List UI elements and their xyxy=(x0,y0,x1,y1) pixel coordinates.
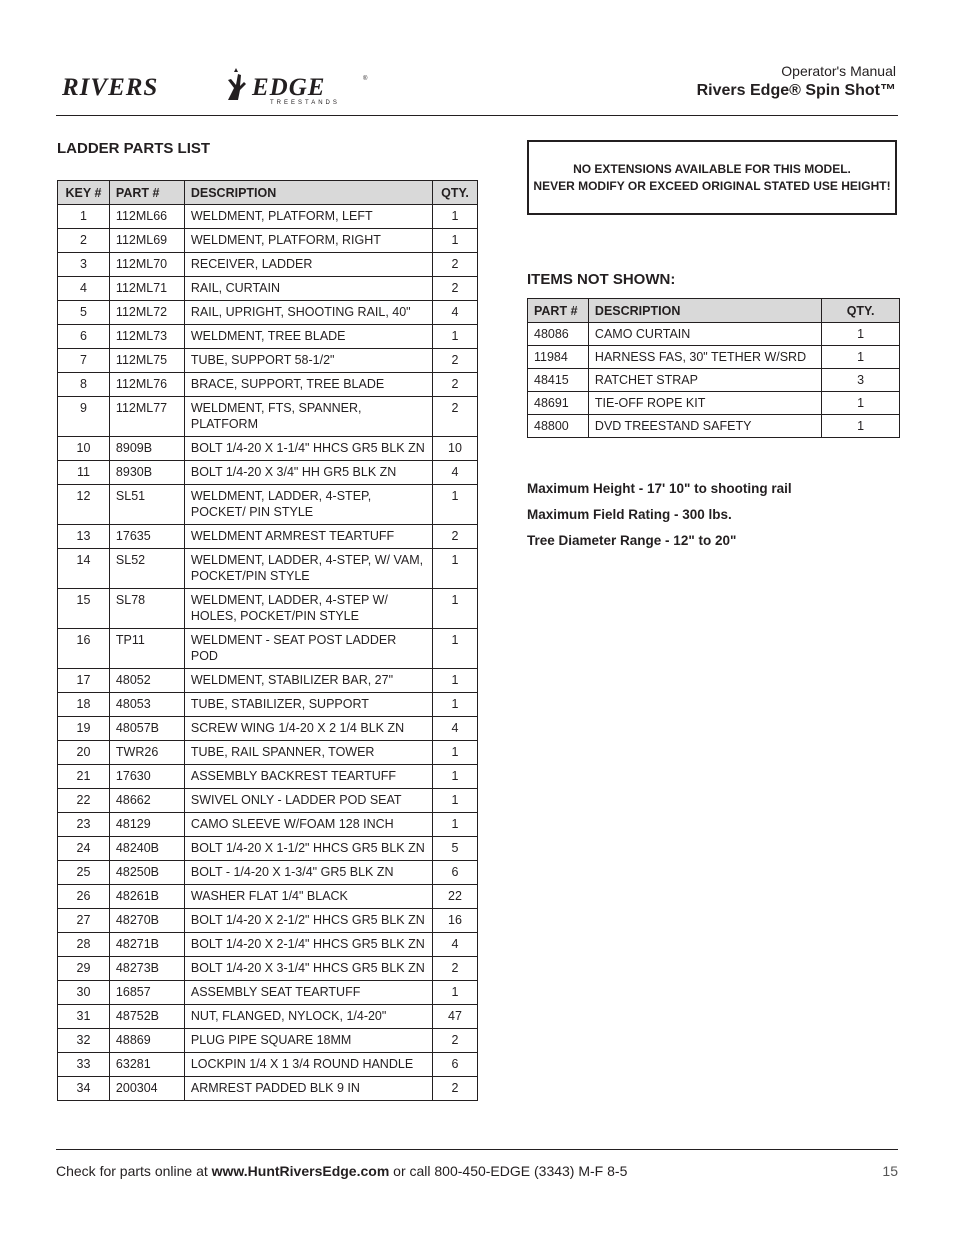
spec-tree-diameter: Tree Diameter Range - 12" to 20" xyxy=(527,533,737,548)
cell-key: 3 xyxy=(58,253,110,277)
cell-key: 11 xyxy=(58,461,110,485)
cell-description: BOLT 1/4-20 X 3/4" HH GR5 BLK ZN xyxy=(184,461,432,485)
cell-description: RECEIVER, LADDER xyxy=(184,253,432,277)
cell-description: WASHER FLAT 1/4" BLACK xyxy=(184,885,432,909)
table-row xyxy=(58,485,478,525)
cell-description: TUBE, STABILIZER, SUPPORT xyxy=(184,693,432,717)
cell-key: 13 xyxy=(58,525,110,549)
table-row xyxy=(58,717,478,741)
table-row xyxy=(58,461,478,485)
cell-description: WELDMENT, LADDER, 4-STEP, W/ VAM, POCKET/PIN STYLE xyxy=(184,549,432,589)
cell-description: RATCHET STRAP xyxy=(588,369,821,392)
cell-key: 4 xyxy=(58,277,110,301)
cell-description: WELDMENT, LADDER, 4-STEP, POCKET/ PIN STYLE xyxy=(184,485,432,525)
cell-qty: 1 xyxy=(433,205,478,229)
footer-url-link[interactable]: www.HuntRiversEdge.com xyxy=(211,1163,390,1179)
cell-part: 48691 xyxy=(528,392,589,415)
cell-description: WELDMENT, FTS, SPANNER, PLATFORM xyxy=(184,397,432,437)
cell-qty: 6 xyxy=(433,1053,478,1077)
cell-description: ARMREST PADDED BLK 9 IN xyxy=(184,1077,432,1101)
cell-part: 48271B xyxy=(109,933,184,957)
cell-description: BOLT 1/4-20 X 2-1/4" HHCS GR5 BLK ZN xyxy=(184,933,432,957)
cell-qty: 2 xyxy=(433,957,478,981)
cell-part: 112ML69 xyxy=(109,229,184,253)
page-number: 15 xyxy=(882,1163,898,1179)
table-row xyxy=(528,392,900,415)
table-row xyxy=(58,861,478,885)
cell-key: 1 xyxy=(58,205,110,229)
cell-qty: 1 xyxy=(433,325,478,349)
cell-part: TWR26 xyxy=(109,741,184,765)
cell-qty: 1 xyxy=(433,589,478,629)
cell-qty: 2 xyxy=(433,1077,478,1101)
cell-qty: 4 xyxy=(433,461,478,485)
cell-part: 112ML72 xyxy=(109,301,184,325)
cell-key: 14 xyxy=(58,549,110,589)
product-title: Rivers Edge® Spin Shot™ xyxy=(696,82,896,99)
cell-description: RAIL, UPRIGHT, SHOOTING RAIL, 40" xyxy=(184,301,432,325)
table-row xyxy=(58,693,478,717)
header-right xyxy=(697,63,896,101)
footer-prefix: Check for parts online at xyxy=(56,1163,212,1179)
cell-key: 7 xyxy=(58,349,110,373)
cell-qty: 10 xyxy=(433,437,478,461)
cell-qty: 2 xyxy=(433,525,478,549)
cell-qty: 1 xyxy=(822,415,900,438)
cell-description: WELDMENT, TREE BLADE xyxy=(184,325,432,349)
table-row xyxy=(528,323,900,346)
cell-qty: 22 xyxy=(433,885,478,909)
cell-part: 48270B xyxy=(109,909,184,933)
spec-max-height: Maximum Height - 17' 10" to shooting rail xyxy=(527,481,792,496)
cell-description: BOLT 1/4-20 X 2-1/2" HHCS GR5 BLK ZN xyxy=(184,909,432,933)
cell-part: 17630 xyxy=(109,765,184,789)
cell-qty: 1 xyxy=(433,789,478,813)
cell-description: BOLT - 1/4-20 X 1-3/4" GR5 BLK ZN xyxy=(184,861,432,885)
cell-description: SCREW WING 1/4-20 X 2 1/4 BLK ZN xyxy=(184,717,432,741)
cell-part: 48052 xyxy=(109,669,184,693)
table-row xyxy=(58,669,478,693)
cell-qty: 1 xyxy=(433,485,478,525)
cell-qty: 1 xyxy=(433,981,478,1005)
table-row xyxy=(58,741,478,765)
header-divider xyxy=(56,115,898,116)
table-row xyxy=(58,397,478,437)
col-header-part: PART # xyxy=(109,181,184,205)
notice-line-2: NEVER MODIFY OR EXCEED ORIGINAL STATED USE HEIGHT! xyxy=(533,178,891,193)
svg-text:TREESTANDS: TREESTANDS xyxy=(270,100,340,106)
cell-qty: 1 xyxy=(822,392,900,415)
cell-qty: 4 xyxy=(433,301,478,325)
ladder-parts-table xyxy=(57,180,478,1101)
cell-part: 112ML70 xyxy=(109,253,184,277)
table-row xyxy=(58,789,478,813)
cell-part: 8909B xyxy=(109,437,184,461)
cell-qty: 1 xyxy=(433,741,478,765)
cell-description: ASSEMBLY SEAT TEARTUFF xyxy=(184,981,432,1005)
cell-qty: 2 xyxy=(433,1029,478,1053)
table-row xyxy=(58,437,478,461)
cell-key: 34 xyxy=(58,1077,110,1101)
cell-part: 112ML71 xyxy=(109,277,184,301)
table-header-row xyxy=(528,299,900,323)
cell-qty: 1 xyxy=(822,346,900,369)
cell-description: RAIL, CURTAIN xyxy=(184,277,432,301)
cell-description: ASSEMBLY BACKREST TEARTUFF xyxy=(184,765,432,789)
cell-qty: 16 xyxy=(433,909,478,933)
cell-key: 32 xyxy=(58,1029,110,1053)
cell-key: 20 xyxy=(58,741,110,765)
cell-key: 22 xyxy=(58,789,110,813)
cell-qty: 2 xyxy=(433,349,478,373)
cell-description: CAMO SLEEVE W/FOAM 128 INCH xyxy=(184,813,432,837)
cell-part: TP11 xyxy=(109,629,184,669)
cell-description: WELDMENT - SEAT POST LADDER POD xyxy=(184,629,432,669)
cell-part: SL52 xyxy=(109,549,184,589)
table-row xyxy=(528,346,900,369)
cell-key: 24 xyxy=(58,837,110,861)
cell-part: 112ML73 xyxy=(109,325,184,349)
table-row xyxy=(58,373,478,397)
cell-part: 48261B xyxy=(109,885,184,909)
cell-key: 8 xyxy=(58,373,110,397)
cell-part: 48250B xyxy=(109,861,184,885)
cell-qty: 1 xyxy=(433,669,478,693)
cell-description: NUT, FLANGED, NYLOCK, 1/4-20" xyxy=(184,1005,432,1029)
cell-key: 17 xyxy=(58,669,110,693)
footer-suffix: or call 800-450-EDGE (3343) M-F 8-5 xyxy=(389,1163,628,1179)
cell-description: WELDMENT, LADDER, 4-STEP W/ HOLES, POCKET/PIN STYLE xyxy=(184,589,432,629)
manual-label: Operator's Manual xyxy=(781,63,896,79)
cell-key: 6 xyxy=(58,325,110,349)
cell-qty: 1 xyxy=(433,549,478,589)
col-header-key: KEY # xyxy=(58,181,110,205)
cell-key: 33 xyxy=(58,1053,110,1077)
cell-description: TIE-OFF ROPE KIT xyxy=(588,392,821,415)
svg-text:RIVERS: RIVERS xyxy=(62,74,159,101)
cell-key: 9 xyxy=(58,397,110,437)
cell-description: BRACE, SUPPORT, TREE BLADE xyxy=(184,373,432,397)
cell-qty: 1 xyxy=(433,813,478,837)
cell-key: 31 xyxy=(58,1005,110,1029)
cell-key: 12 xyxy=(58,485,110,525)
table-row xyxy=(58,933,478,957)
table-row xyxy=(58,1053,478,1077)
col-header-part: PART # xyxy=(528,299,589,323)
cell-key: 10 xyxy=(58,437,110,461)
cell-part: 112ML66 xyxy=(109,205,184,229)
cell-part: SL51 xyxy=(109,485,184,525)
cell-qty: 2 xyxy=(433,277,478,301)
cell-part: 48129 xyxy=(109,813,184,837)
col-header-description: DESCRIPTION xyxy=(588,299,821,323)
table-row xyxy=(58,549,478,589)
table-row xyxy=(58,277,478,301)
cell-key: 18 xyxy=(58,693,110,717)
cell-qty: 1 xyxy=(433,693,478,717)
cell-description: CAMO CURTAIN xyxy=(588,323,821,346)
table-row xyxy=(528,415,900,438)
table-row xyxy=(58,205,478,229)
cell-key: 2 xyxy=(58,229,110,253)
svg-text:®: ® xyxy=(363,76,368,82)
cell-key: 26 xyxy=(58,885,110,909)
cell-description: LOCKPIN 1/4 X 1 3/4 ROUND HANDLE xyxy=(184,1053,432,1077)
cell-key: 16 xyxy=(58,629,110,669)
table-row xyxy=(58,1077,478,1101)
cell-description: SWIVEL ONLY - LADDER POD SEAT xyxy=(184,789,432,813)
cell-qty: 4 xyxy=(433,717,478,741)
table-row xyxy=(58,765,478,789)
rivers-edge-logo xyxy=(60,66,372,106)
cell-part: 112ML75 xyxy=(109,349,184,373)
cell-qty: 47 xyxy=(433,1005,478,1029)
cell-description: WELDMENT, STABILIZER BAR, 27" xyxy=(184,669,432,693)
cell-key: 30 xyxy=(58,981,110,1005)
cell-qty: 4 xyxy=(433,933,478,957)
table-row xyxy=(58,1029,478,1053)
cell-part: 48240B xyxy=(109,837,184,861)
cell-part: 200304 xyxy=(109,1077,184,1101)
cell-part: 63281 xyxy=(109,1053,184,1077)
deer-antler-icon xyxy=(228,68,246,100)
cell-qty: 1 xyxy=(433,629,478,669)
table-row xyxy=(58,981,478,1005)
cell-key: 29 xyxy=(58,957,110,981)
cell-description: BOLT 1/4-20 X 3-1/4" HHCS GR5 BLK ZN xyxy=(184,957,432,981)
warning-notice xyxy=(527,140,897,215)
cell-qty: 5 xyxy=(433,837,478,861)
table-header-row xyxy=(58,181,478,205)
cell-part: 48800 xyxy=(528,415,589,438)
table-row xyxy=(58,909,478,933)
cell-key: 15 xyxy=(58,589,110,629)
cell-key: 28 xyxy=(58,933,110,957)
col-header-qty: QTY. xyxy=(433,181,478,205)
table-row xyxy=(58,253,478,277)
cell-key: 25 xyxy=(58,861,110,885)
footer-divider xyxy=(56,1149,898,1150)
notice-line-1: NO EXTENSIONS AVAILABLE FOR THIS MODEL. xyxy=(573,161,851,176)
table-row xyxy=(58,349,478,373)
cell-qty: 2 xyxy=(433,253,478,277)
cell-part: 48086 xyxy=(528,323,589,346)
cell-qty: 2 xyxy=(433,397,478,437)
cell-part: 112ML77 xyxy=(109,397,184,437)
table-row xyxy=(58,885,478,909)
cell-description: TUBE, SUPPORT 58-1/2" xyxy=(184,349,432,373)
cell-description: WELDMENT, PLATFORM, LEFT xyxy=(184,205,432,229)
spec-field-rating: Maximum Field Rating - 300 lbs. xyxy=(527,507,732,522)
table-row xyxy=(528,369,900,392)
cell-qty: 6 xyxy=(433,861,478,885)
cell-part: 16857 xyxy=(109,981,184,1005)
cell-qty: 1 xyxy=(433,765,478,789)
table-row xyxy=(58,957,478,981)
ladder-parts-title: LADDER PARTS LIST xyxy=(57,140,211,157)
table-row xyxy=(58,837,478,861)
items-not-shown-table xyxy=(527,298,900,438)
cell-part: 8930B xyxy=(109,461,184,485)
table-row xyxy=(58,813,478,837)
table-row xyxy=(58,301,478,325)
cell-description: TUBE, RAIL SPANNER, TOWER xyxy=(184,741,432,765)
cell-part: 48662 xyxy=(109,789,184,813)
cell-key: 19 xyxy=(58,717,110,741)
cell-part: 48057B xyxy=(109,717,184,741)
table-row xyxy=(58,229,478,253)
cell-description: HARNESS FAS, 30" TETHER W/SRD xyxy=(588,346,821,369)
col-header-qty: QTY. xyxy=(822,299,900,323)
cell-key: 5 xyxy=(58,301,110,325)
table-row xyxy=(58,589,478,629)
cell-part: 48869 xyxy=(109,1029,184,1053)
table-row xyxy=(58,629,478,669)
cell-qty: 1 xyxy=(822,323,900,346)
footer-text xyxy=(56,1163,627,1179)
table-row xyxy=(58,1005,478,1029)
cell-part: SL78 xyxy=(109,589,184,629)
col-header-description: DESCRIPTION xyxy=(184,181,432,205)
cell-part: 112ML76 xyxy=(109,373,184,397)
cell-description: WELDMENT ARMREST TEARTUFF xyxy=(184,525,432,549)
cell-key: 21 xyxy=(58,765,110,789)
cell-part: 17635 xyxy=(109,525,184,549)
svg-text:EDGE: EDGE xyxy=(252,74,326,101)
cell-description: BOLT 1/4-20 X 1-1/4" HHCS GR5 BLK ZN xyxy=(184,437,432,461)
cell-qty: 2 xyxy=(433,373,478,397)
table-row xyxy=(58,525,478,549)
cell-description: WELDMENT, PLATFORM, RIGHT xyxy=(184,229,432,253)
cell-qty: 3 xyxy=(822,369,900,392)
cell-part: 48273B xyxy=(109,957,184,981)
cell-qty: 1 xyxy=(433,229,478,253)
cell-description: PLUG PIPE SQUARE 18MM xyxy=(184,1029,432,1053)
cell-description: DVD TREESTAND SAFETY xyxy=(588,415,821,438)
items-not-shown-title: ITEMS NOT SHOWN: xyxy=(527,271,676,288)
cell-part: 48752B xyxy=(109,1005,184,1029)
cell-part: 48053 xyxy=(109,693,184,717)
cell-key: 27 xyxy=(58,909,110,933)
cell-key: 23 xyxy=(58,813,110,837)
table-row xyxy=(58,325,478,349)
cell-part: 48415 xyxy=(528,369,589,392)
cell-part: 11984 xyxy=(528,346,589,369)
cell-description: BOLT 1/4-20 X 1-1/2" HHCS GR5 BLK ZN xyxy=(184,837,432,861)
